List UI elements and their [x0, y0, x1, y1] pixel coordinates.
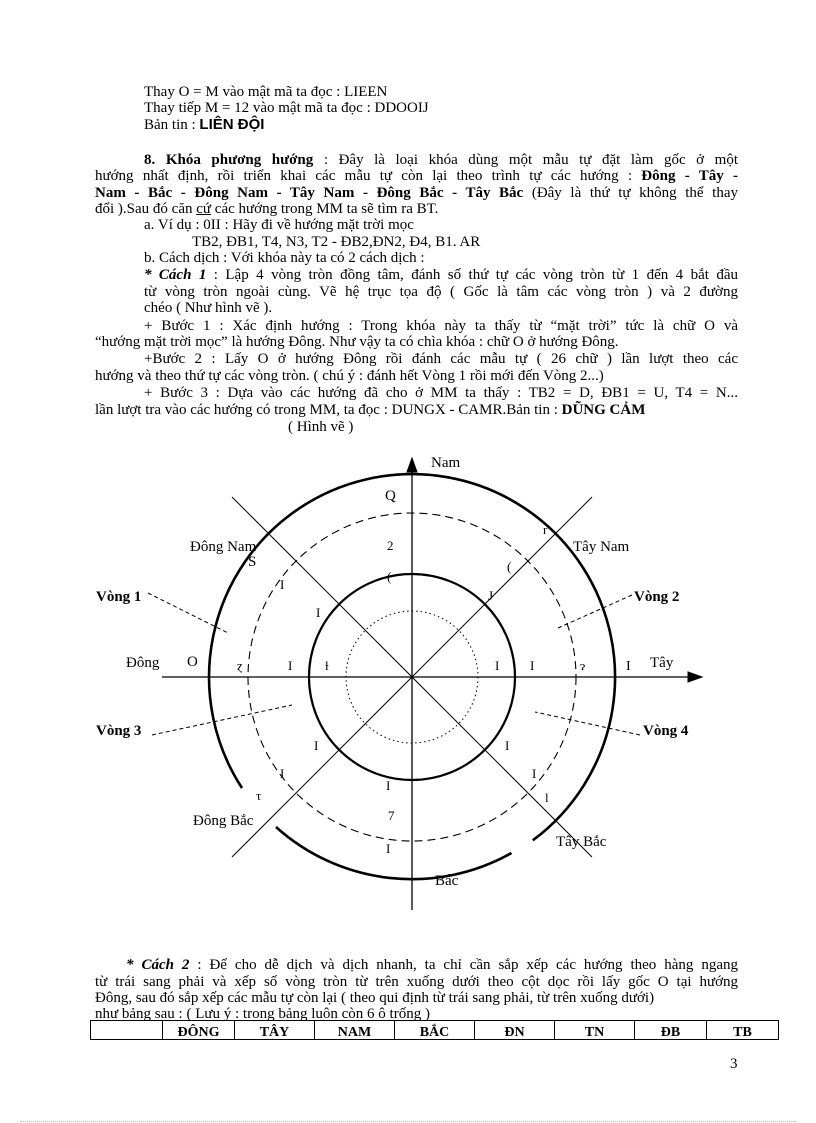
example-b: b. Cách dịch : Với khóa này ta có 2 cách dịch : [144, 250, 425, 266]
text-line-2: Thay tiếp M = 12 vào mật mã ta đọc : DDOOIJ [144, 100, 429, 116]
svg-text:ɂ: ɂ [580, 658, 586, 673]
method2-line-1: * Cách 2 : Để cho dễ dịch và dịch nhanh, ta chỉ cần sắp xếp các hướng theo hàng ngang [126, 957, 738, 973]
page-number: 3 [730, 1056, 738, 1072]
label-dong-nam: Đông Nam [190, 539, 257, 555]
letter-s: S [248, 554, 257, 570]
compass-diagram [0, 450, 816, 910]
step3-line-1: + Bước 3 : Dựa vào các hướng đã cho ở MM ta thấy : TB2 = D, ĐB1 = U, T4 = N... [144, 385, 738, 401]
label-tay-nam: Tây Nam [573, 539, 630, 555]
label-dong-bac: Đông Bắc [193, 813, 254, 829]
section8-line-1: 8. Khóa phương hướng : Đây là loại khóa dùng một mẫu tự đặt làm gốc ở một [144, 152, 738, 168]
svg-text:2: 2 [387, 538, 394, 553]
svg-text:l: l [545, 790, 549, 805]
svg-text:I: I [316, 605, 321, 620]
table-header-cell: ĐÔNG [163, 1021, 235, 1040]
svg-text:I: I [626, 659, 631, 674]
section8-line-2: hướng nhất định, rồi triển khai các mẫu tự còn lại theo trình tự các hướng : Đông - Tây - [95, 168, 738, 184]
method2-line-3: Đông, sau đó sắp xếp các mẫu tự còn lại ( theo qui định từ trái sang phải, từ trên xuống dưới) [95, 990, 655, 1006]
table-header-cell [91, 1021, 163, 1040]
page-divider [20, 1121, 796, 1122]
method1-line-3: chéo ( Như hình vẽ ). [144, 300, 273, 316]
svg-text:I: I [530, 658, 535, 673]
svg-text:7: 7 [388, 808, 395, 823]
table-header-cell: TN [555, 1021, 635, 1040]
svg-text:(: ( [507, 559, 512, 574]
label-dong: Đông [126, 655, 160, 671]
label-nam: Nam [431, 455, 461, 471]
svg-text:I: I [386, 778, 391, 793]
label-vong-2: Vòng 2 [634, 589, 680, 605]
section8-line-3: Nam - Bắc - Đông Nam - Tây Nam - Đông Bắc - Tây Bắc (Đây là thứ tự không thể thay [95, 185, 738, 201]
section8-title: 8. Khóa phương hướng [144, 152, 314, 168]
step2-line-1: +Bước 2 : Lấy O ở hướng Đông rồi đánh các mẫu tự ( 26 chữ ) lần lượt theo các [144, 351, 738, 367]
label-vong-3: Vòng 3 [96, 723, 142, 739]
svg-text:ɫ: ɫ [325, 658, 329, 673]
svg-text:J: J [488, 588, 494, 603]
letter-o: O [187, 654, 198, 670]
step2-line-2: hướng và theo thứ tự các vòng tròn. ( chú ý : đánh hết Vòng 1 rồi mới đến Vòng 2...) [95, 368, 604, 384]
method2-line-2: từ trái sang phải và xếp số vòng tròn từ trên xuống dưới theo cột dọc rồi lấy gốc O tại hướng [95, 974, 738, 990]
label-vong-4: Vòng 4 [643, 723, 689, 739]
axis-arrow-up [407, 458, 417, 472]
example-a: a. Ví dụ : 0II : Hãy đi về hướng mặt trời mọc [144, 217, 414, 233]
letter-q: Q [385, 488, 396, 504]
label-tay-bac: Tây Bắc [556, 834, 607, 850]
table-header-cell: TB [707, 1021, 779, 1040]
table-header-cell: BẮC [395, 1021, 475, 1040]
leader-vong4 [535, 712, 640, 735]
direction-table [90, 1020, 779, 1040]
table-header-row [91, 1021, 779, 1040]
section8-line-4: đổi ).Sau đó căn cứ các hướng trong MM ta sẽ tìm ra BT. [95, 201, 439, 217]
text-line-1: Thay O = M vào mật mã ta đọc : LIEEN [144, 84, 388, 100]
table-header-cell: TÂY [235, 1021, 315, 1040]
axis-arrow-right [688, 672, 702, 682]
svg-text:(: ( [387, 569, 392, 584]
ring-letter-marks [237, 522, 585, 856]
circle-ring-1-bottom-arc [276, 827, 512, 879]
label-bac: Bắc [435, 873, 459, 889]
leader-vong2 [558, 595, 632, 628]
example-code: TB2, ĐB1, T4, N3, T2 - ĐB2,ĐN2, Đ4, B1. AR [192, 234, 481, 250]
svg-text:I: I [288, 658, 293, 673]
svg-text:ɀ: ɀ [237, 658, 243, 673]
method2-line-4: như bảng sau : ( Lưu ý : trong bảng luôn còn 6 ô trống ) [95, 1006, 430, 1022]
svg-text:τ: τ [256, 788, 262, 803]
svg-text:I: I [386, 841, 391, 856]
svg-text:I: I [505, 738, 510, 753]
step3-line-2: lần lượt tra vào các hướng có trong MM, ta đọc : DUNGX - CAMR.Bản tin : DŨNG CẢM [95, 402, 646, 418]
label-tay: Tây [650, 655, 674, 671]
method1-line-2: từ vòng tròn ngoài cùng. Vẽ hệ trục tọa độ ( Gốc là tâm các vòng tròn ) và 2 đường [144, 284, 738, 300]
svg-text:r: r [543, 522, 548, 537]
leader-vong3 [152, 705, 292, 735]
label-vong-1: Vòng 1 [96, 589, 142, 605]
bulletin-value: LIÊN ĐỘI [199, 116, 265, 133]
table-header-cell: NAM [315, 1021, 395, 1040]
method1-line-1: * Cách 1 : Lập 4 vòng tròn đồng tâm, đánh số thứ tự các vòng tròn từ 1 đến 4 bắt đầu [144, 267, 738, 283]
svg-text:I: I [495, 658, 500, 673]
svg-text:I: I [314, 738, 319, 753]
figure-caption: ( Hình vẽ ) [288, 419, 354, 435]
table-header-cell: ĐB [635, 1021, 707, 1040]
bulletin-label: Bản tin : [144, 117, 200, 133]
svg-text:I: I [532, 766, 537, 781]
svg-text:I: I [280, 766, 285, 781]
table-header-cell: ĐN [475, 1021, 555, 1040]
step1-line-2: “hướng mặt trời mọc” là hướng Đông. Như vậy ta có chìa khóa : chữ O ở hướng Đông. [95, 334, 619, 350]
text-line-3 [144, 117, 264, 133]
svg-text:I: I [280, 577, 285, 592]
step1-line-1: + Bước 1 : Xác định hướng : Trong khóa này ta thấy từ “mặt trời” tức là chữ O và [144, 318, 738, 334]
